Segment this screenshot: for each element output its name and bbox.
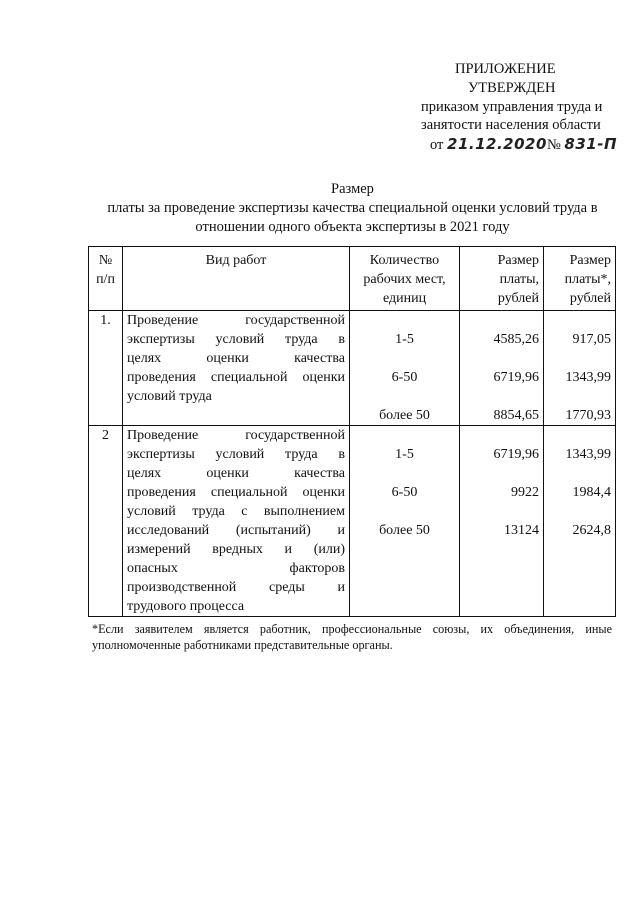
header-fee: Размер платы, рублей	[460, 247, 544, 311]
order-line-1: приказом управления труда и	[421, 99, 603, 115]
header-workplaces: Количество рабочих мест, единиц	[350, 247, 460, 311]
fee-table	[88, 246, 616, 617]
document-title	[80, 180, 625, 237]
fee-values: 6719,96 9922 13124	[460, 426, 544, 617]
row-number: 2	[89, 426, 123, 617]
fee-values: 4585,26 6719,96 8854,65	[460, 311, 544, 426]
work-description: Проведение государственной экспертизы условий труда в целях оценки качества проведения специальной оценки условий труда	[123, 311, 350, 426]
header-work-type: Вид работ	[123, 247, 350, 311]
order-date-line	[430, 135, 617, 155]
order-line-2: занятости населения области	[421, 117, 601, 133]
table-header-row	[89, 247, 616, 311]
row-number: 1.	[89, 311, 123, 426]
appendix-label: ПРИЛОЖЕНИЕ	[455, 61, 556, 77]
workplaces-values: 1-5 6-50 более 50	[350, 426, 460, 617]
date-prefix: от	[430, 137, 444, 153]
handwritten-number: 831-П	[564, 135, 617, 153]
work-description: Проведение государственной экспертизы условий труда в целях оценки качества проведения специальной оценки условий труда с выполнением исследований (испытаний) и измерений вредных и (или) опасных факторов производственной среды и трудового процесса	[123, 426, 350, 617]
title-line-3: отношении одного объекта экспертизы в 2021 году	[195, 219, 510, 235]
footnote: *Если заявителем является работник, профессиональные союзы, их объединения, иные уполномоченные работниками представительные органы.	[92, 622, 612, 652]
title-line-1: Размер	[331, 181, 374, 197]
fee-reduced-values: 1343,99 1984,4 2624,8	[544, 426, 616, 617]
table-row	[89, 311, 616, 426]
title-line-2: платы за проведение экспертизы качества специальной оценки условий труда в	[107, 200, 598, 216]
header-fee-reduced: Размер платы*, рублей	[544, 247, 616, 311]
workplaces-values: 1-5 6-50 более 50	[350, 311, 460, 426]
table-row	[89, 426, 616, 617]
approved-label: УТВЕРЖДЕН	[468, 80, 556, 96]
handwritten-date: 21.12.2020	[447, 135, 547, 153]
header-num: № п/п	[89, 247, 123, 311]
number-prefix: №	[546, 137, 561, 153]
fee-reduced-values: 917,05 1343,99 1770,93	[544, 311, 616, 426]
